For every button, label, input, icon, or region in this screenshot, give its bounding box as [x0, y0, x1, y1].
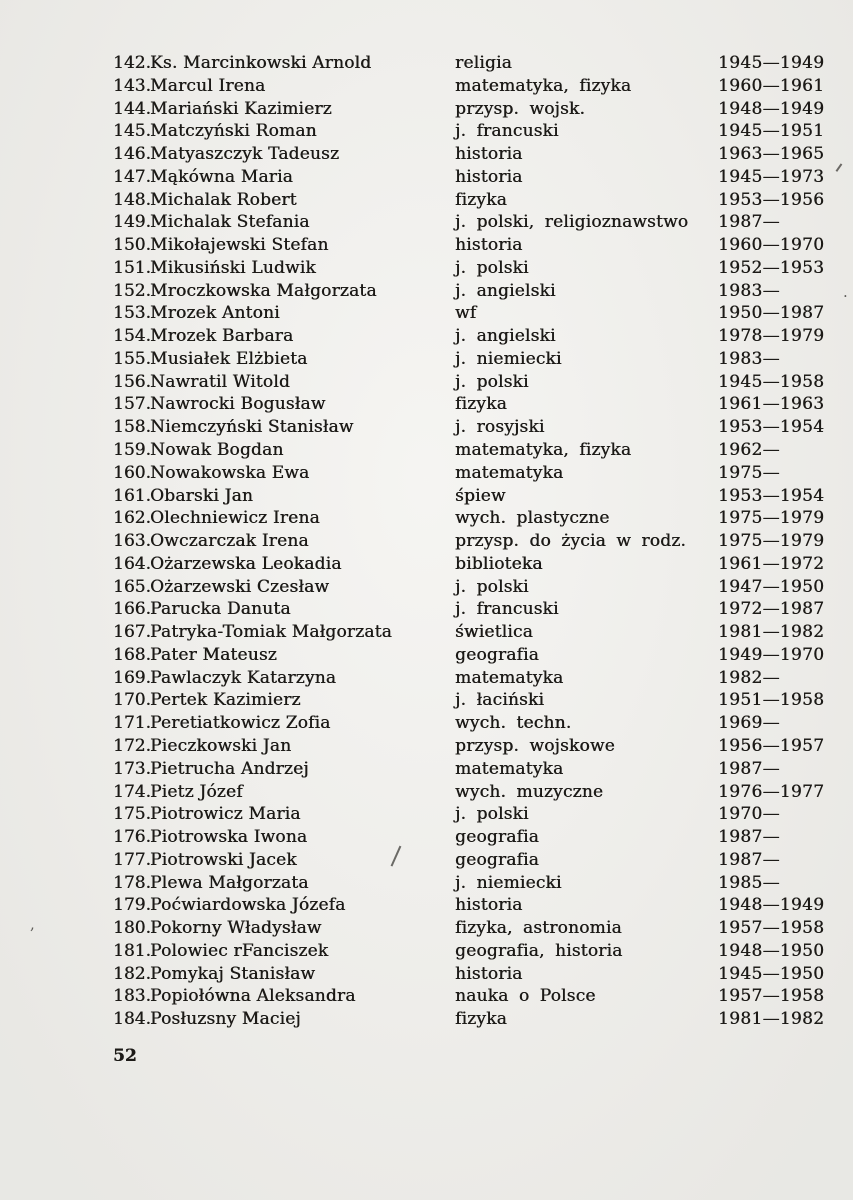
subject: śpiew: [455, 485, 506, 506]
subject: religia: [455, 53, 512, 73]
table-row: [113, 667, 828, 690]
subject: j. niemiecki: [455, 872, 562, 893]
teacher-name: Mikołajewski Stefan: [150, 235, 329, 256]
table-row: [113, 507, 828, 530]
table-row: [113, 894, 828, 917]
row-number: 161.: [113, 485, 151, 506]
table-row: [113, 234, 828, 257]
teacher-name: Patryka-Tomiak Małgorzata: [150, 622, 392, 643]
table-row: [113, 940, 828, 963]
teacher-name: Marcul Irena: [150, 75, 266, 96]
table-row: [113, 553, 828, 576]
teacher-name: Mikusiński Ludwik: [150, 257, 316, 278]
teacher-name: Plewa Małgorzata: [150, 872, 309, 893]
years-range: 1950—1987: [718, 303, 825, 324]
years-range: 1985—: [718, 872, 780, 893]
table-row: [113, 52, 828, 75]
table-row: [113, 781, 828, 804]
years-range: 1983—: [718, 348, 780, 369]
teacher-name: Mrozek Barbara: [150, 326, 294, 347]
years-range: 1975—1979: [718, 531, 825, 552]
row-number: 153.: [113, 303, 151, 324]
teacher-name: Pokorny Władysław: [150, 918, 322, 939]
row-number: 173.: [113, 758, 151, 779]
subject: j. polski: [455, 804, 529, 825]
row-number: 158.: [113, 417, 151, 438]
scan-artifact: .: [843, 283, 848, 301]
row-number: 164.: [113, 553, 151, 574]
subject: fizyka: [455, 394, 507, 415]
row-number: 142.: [113, 53, 151, 73]
row-number: 172.: [113, 735, 151, 756]
subject: geografia: [455, 827, 539, 848]
row-number: 182.: [113, 963, 151, 984]
teacher-name: Mrozek Antoni: [150, 303, 280, 324]
teacher-name: Michalak Stefania: [150, 212, 310, 233]
table-row: [113, 849, 828, 872]
years-range: 1983—: [718, 280, 780, 301]
row-number: 162.: [113, 508, 151, 529]
table-row: [113, 689, 828, 712]
roster-table: [113, 52, 828, 1031]
subject: historia: [455, 166, 523, 187]
subject: przysp. wojsk.: [455, 98, 586, 119]
subject: matematyka: [455, 462, 564, 483]
years-range: 1948—1950: [718, 940, 825, 961]
table-row: [113, 371, 828, 394]
teacher-name: Piotrowski Jacek: [150, 849, 297, 870]
years-range: 1949—1970: [718, 644, 825, 665]
row-number: 143.: [113, 75, 151, 96]
subject: geografia: [455, 849, 539, 870]
teacher-name: Owczarczak Irena: [150, 531, 309, 552]
row-number: 163.: [113, 531, 151, 552]
years-range: 1978—1979: [718, 326, 825, 347]
subject: j. francuski: [455, 121, 559, 142]
row-number: 171.: [113, 713, 151, 734]
teacher-name: Mąkówna Maria: [150, 166, 293, 187]
row-number: 157.: [113, 394, 151, 415]
teacher-name: Ks. Marcinkowski Arnold: [150, 53, 372, 73]
table-row: [113, 735, 828, 758]
teacher-name: Pertek Kazimierz: [150, 690, 301, 711]
teacher-name: Popiołówna Aleksandra: [150, 986, 356, 1007]
table-row: [113, 189, 828, 212]
subject: wych. techn.: [455, 713, 572, 734]
years-range: 1981—1982: [718, 622, 825, 643]
subject: nauka o Polsce: [455, 986, 596, 1007]
subject: geografia: [455, 644, 539, 665]
teacher-name: Obarski Jan: [150, 485, 254, 506]
years-range: 1976—1977: [718, 781, 825, 802]
years-range: 1951—1958: [718, 690, 825, 711]
teacher-name: Piotrowicz Maria: [150, 804, 301, 825]
subject: matematyka: [455, 758, 564, 779]
teacher-name: Polowiec rFanciszek: [150, 940, 329, 961]
row-number: 167.: [113, 622, 151, 643]
scan-artifact: [836, 163, 842, 171]
teacher-name: Musiałek Elżbieta: [150, 348, 308, 369]
subject: matematyka, fizyka: [455, 440, 632, 461]
years-range: 1948—1949: [718, 895, 825, 916]
row-number: 176.: [113, 827, 151, 848]
teacher-name: Michalak Robert: [150, 189, 297, 210]
row-number: 154.: [113, 326, 151, 347]
teacher-name: Pieczkowski Jan: [150, 735, 292, 756]
subject: j. polski: [455, 257, 529, 278]
table-row: [113, 439, 828, 462]
row-number: 152.: [113, 280, 151, 301]
teacher-name: Parucka Danuta: [150, 599, 291, 620]
subject: wych. plastyczne: [455, 508, 610, 529]
teacher-name: Nowak Bogdan: [150, 440, 284, 461]
table-row: [113, 143, 828, 166]
table-row: [113, 120, 828, 143]
table-row: [113, 621, 828, 644]
years-range: 1953—1956: [718, 189, 825, 210]
subject: j. niemiecki: [455, 348, 562, 369]
subject: j. polski, religioznawstwo: [455, 212, 689, 233]
teacher-name: Nawrocki Bogusław: [150, 394, 326, 415]
teacher-name: Ożarzewski Czesław: [150, 576, 330, 597]
row-number: 175.: [113, 804, 151, 825]
table-row: [113, 712, 828, 735]
row-number: 168.: [113, 644, 151, 665]
row-number: 160.: [113, 462, 151, 483]
table-row: [113, 75, 828, 98]
subject: j. angielski: [455, 280, 556, 301]
row-number: 144.: [113, 98, 151, 119]
years-range: 1945—1950: [718, 963, 825, 984]
teacher-name: Pomykaj Stanisław: [150, 963, 316, 984]
subject: wf: [455, 303, 477, 324]
table-row: [113, 644, 828, 667]
row-number: 148.: [113, 189, 151, 210]
years-range: 1947—1950: [718, 576, 825, 597]
years-range: 1961—1963: [718, 394, 825, 415]
row-number: 184.: [113, 1009, 151, 1030]
row-number: 178.: [113, 872, 151, 893]
table-row: [113, 211, 828, 234]
years-range: 1956—1957: [718, 735, 825, 756]
subject: j. polski: [455, 576, 529, 597]
subject: fizyka: [455, 189, 507, 210]
row-number: 150.: [113, 235, 151, 256]
table-row: [113, 257, 828, 280]
row-number: 174.: [113, 781, 151, 802]
table-row: [113, 98, 828, 121]
scan-artifact: ,: [30, 915, 35, 933]
teacher-name: Pawlaczyk Katarzyna: [150, 667, 337, 688]
teacher-name: Matyaszczyk Tadeusz: [150, 144, 340, 165]
row-number: 147.: [113, 166, 151, 187]
years-range: 1960—1961: [718, 75, 825, 96]
row-number: 177.: [113, 849, 151, 870]
row-number: 155.: [113, 348, 151, 369]
table-row: [113, 758, 828, 781]
table-row: [113, 280, 828, 303]
teacher-name: Piotrowska Iwona: [150, 827, 308, 848]
years-range: 1987—: [718, 212, 780, 233]
years-range: 1948—1949: [718, 98, 825, 119]
table-row: [113, 325, 828, 348]
teacher-name: Matczyński Roman: [150, 121, 317, 142]
years-range: 1981—1982: [718, 1009, 825, 1030]
row-number: 170.: [113, 690, 151, 711]
row-number: 146.: [113, 144, 151, 165]
years-range: 1975—1979: [718, 508, 825, 529]
subject: j. rosyjski: [455, 417, 545, 438]
row-number: 149.: [113, 212, 151, 233]
subject: fizyka, astronomia: [455, 918, 622, 939]
years-range: 1953—1954: [718, 417, 825, 438]
years-range: 1957—1958: [718, 986, 825, 1007]
table-row: [113, 576, 828, 599]
table-row: [113, 166, 828, 189]
subject: historia: [455, 963, 523, 984]
years-range: 1975—: [718, 462, 780, 483]
row-number: 179.: [113, 895, 151, 916]
teacher-name: Pietz Józef: [150, 781, 243, 802]
years-range: 1969—: [718, 713, 780, 734]
teacher-name: Niemczyński Stanisław: [150, 417, 354, 438]
subject: historia: [455, 235, 523, 256]
row-number: 181.: [113, 940, 151, 961]
row-number: 145.: [113, 121, 151, 142]
table-row: [113, 462, 828, 485]
subject: fizyka: [455, 1009, 507, 1030]
teacher-name: Peretiatkowicz Zofia: [150, 713, 331, 734]
row-number: 169.: [113, 667, 151, 688]
row-number: 166.: [113, 599, 151, 620]
teacher-name: Pietrucha Andrzej: [150, 758, 309, 779]
table-row: [113, 416, 828, 439]
teacher-name: Olechniewicz Irena: [150, 508, 320, 529]
years-range: 1982—: [718, 667, 780, 688]
years-range: 1945—1973: [718, 166, 825, 187]
subject: j. angielski: [455, 326, 556, 347]
subject: przysp. wojskowe: [455, 735, 615, 756]
years-range: 1970—: [718, 804, 780, 825]
years-range: 1961—1972: [718, 553, 825, 574]
subject: j. francuski: [455, 599, 559, 620]
years-range: 1963—1965: [718, 144, 825, 165]
teacher-name: Poćwiardowska Józefa: [150, 895, 346, 916]
row-number: 165.: [113, 576, 151, 597]
years-range: 1987—: [718, 849, 780, 870]
table-row: [113, 803, 828, 826]
teacher-name: Nowakowska Ewa: [150, 462, 310, 483]
subject: matematyka: [455, 667, 564, 688]
subject: wych. muzyczne: [455, 781, 604, 802]
subject: j. łaciński: [455, 690, 545, 711]
years-range: 1953—1954: [718, 485, 825, 506]
teacher-name: Nawratil Witold: [150, 371, 290, 392]
table-row: [113, 348, 828, 371]
subject: geografia, historia: [455, 940, 623, 961]
row-number: 183.: [113, 986, 151, 1007]
table-row: [113, 963, 828, 986]
subject: historia: [455, 144, 523, 165]
table-row: [113, 485, 828, 508]
table-row: [113, 985, 828, 1008]
subject: j. polski: [455, 371, 529, 392]
years-range: 1987—: [718, 827, 780, 848]
years-range: 1952—1953: [718, 257, 825, 278]
subject: matematyka, fizyka: [455, 75, 632, 96]
table-row: [113, 530, 828, 553]
subject: świetlica: [455, 622, 533, 643]
row-number: 180.: [113, 918, 151, 939]
table-row: [113, 1008, 828, 1031]
table-row: [113, 872, 828, 895]
table-row: [113, 917, 828, 940]
years-range: 1962—: [718, 440, 780, 461]
row-number: 156.: [113, 371, 151, 392]
teacher-name: Posłuzsny Maciej: [150, 1009, 301, 1030]
teacher-name: Mroczkowska Małgorzata: [150, 280, 377, 301]
row-number: 159.: [113, 440, 151, 461]
table-row: [113, 393, 828, 416]
teacher-name: Ożarzewska Leokadia: [150, 553, 342, 574]
subject: historia: [455, 895, 523, 916]
subject: biblioteka: [455, 553, 543, 574]
years-range: 1945—1958: [718, 371, 825, 392]
years-range: 1972—1987: [718, 599, 825, 620]
years-range: 1957—1958: [718, 918, 825, 939]
teacher-name: Pater Mateusz: [150, 644, 277, 665]
years-range: 1987—: [718, 758, 780, 779]
teacher-name: Mariański Kazimierz: [150, 98, 332, 119]
years-range: 1945—1949: [718, 53, 825, 73]
table-row: [113, 826, 828, 849]
years-range: 1960—1970: [718, 235, 825, 256]
page-number: 52: [113, 1046, 137, 1066]
table-row: [113, 302, 828, 325]
years-range: 1945—1951: [718, 121, 825, 142]
row-number: 151.: [113, 257, 151, 278]
subject: przysp. do życia w rodz.: [455, 531, 686, 552]
table-row: [113, 598, 828, 621]
